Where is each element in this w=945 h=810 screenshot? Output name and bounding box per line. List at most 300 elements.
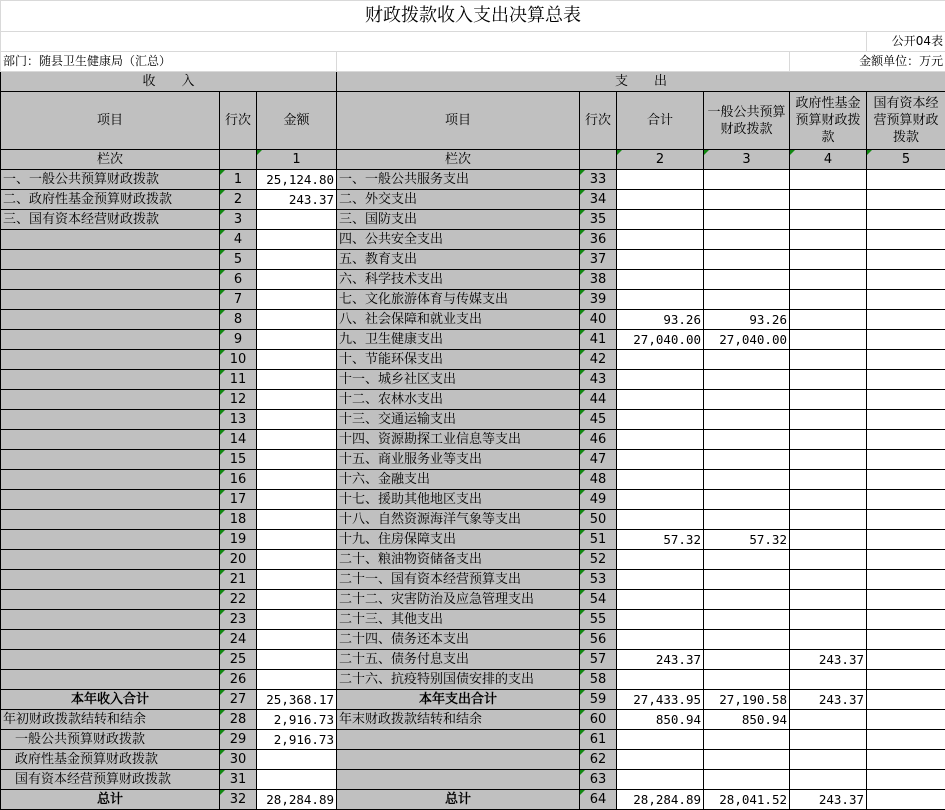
general-budget-cell[interactable] [704, 750, 790, 770]
expense-total-cell[interactable] [617, 770, 704, 790]
income-amount-cell[interactable] [257, 550, 337, 570]
table-row [1, 550, 945, 570]
general-budget-cell[interactable]: 57.32 [704, 530, 790, 550]
page-title: 财政拨款收入支出决算总表 [1, 1, 945, 32]
income-item-cell [1, 450, 220, 470]
expense-summary-item-cell [337, 750, 580, 770]
expense-row-no-cell: 34 [580, 190, 617, 210]
expense-total-cell[interactable] [617, 510, 704, 530]
expense-total-cell[interactable] [617, 410, 704, 430]
expense-row-no-cell: 39 [580, 290, 617, 310]
expense-row-no-cell: 62 [580, 750, 617, 770]
expense-row-no-cell: 45 [580, 410, 617, 430]
income-amount-cell[interactable] [257, 590, 337, 610]
state-capital-cell[interactable] [867, 470, 945, 490]
income-amount-cell[interactable]: 25,368.17 [257, 690, 337, 710]
income-amount-cell[interactable] [257, 370, 337, 390]
expense-row-no-cell: 35 [580, 210, 617, 230]
expense-total-cell[interactable]: 27,433.95 [617, 690, 704, 710]
general-budget-cell[interactable] [704, 610, 790, 630]
income-summary-item-cell: 年初财政拨款结转和结余 [1, 710, 220, 730]
expense-total-cell[interactable]: 28,284.89 [617, 790, 704, 810]
income-summary-item-cell: 本年收入合计 [1, 690, 220, 710]
general-budget-cell[interactable] [704, 390, 790, 410]
expense-row-no-cell: 59 [580, 690, 617, 710]
income-row-no-cell: 10 [220, 350, 257, 370]
fund-budget-cell[interactable] [790, 470, 867, 490]
income-row-no-cell: 8 [220, 310, 257, 330]
income-item-cell [1, 550, 220, 570]
general-budget-cell[interactable] [704, 230, 790, 250]
table-row [1, 390, 945, 410]
table-row [1, 250, 945, 270]
table-row [1, 330, 945, 350]
income-item-cell [1, 650, 220, 670]
income-item-cell [1, 270, 220, 290]
expense-total-cell[interactable]: 850.94 [617, 710, 704, 730]
income-row-no-cell: 18 [220, 510, 257, 530]
expense-item-cell: 二十三、其他支出 [337, 610, 580, 630]
fund-budget-cell[interactable] [790, 630, 867, 650]
income-row-no-cell: 2 [220, 190, 257, 210]
table-row [1, 610, 945, 630]
expense-total-cell[interactable] [617, 750, 704, 770]
fund-budget-cell[interactable]: 243.37 [790, 790, 867, 810]
general-budget-cell[interactable] [704, 250, 790, 270]
general-budget-cell[interactable] [704, 550, 790, 570]
income-amount-header: 金额 [257, 92, 337, 150]
general-budget-cell[interactable] [704, 570, 790, 590]
state-capital-cell[interactable] [867, 670, 945, 690]
general-budget-cell[interactable] [704, 770, 790, 790]
expense-total-cell[interactable]: 243.37 [617, 650, 704, 670]
fund-budget-cell[interactable] [790, 570, 867, 590]
income-row-no-cell: 3 [220, 210, 257, 230]
fund-budget-cell[interactable] [790, 390, 867, 410]
income-item-cell [1, 430, 220, 450]
income-item-header: 项目 [1, 92, 220, 150]
state-capital-cell[interactable] [867, 690, 945, 710]
income-amount-cell[interactable] [257, 330, 337, 350]
income-row-no-cell: 22 [220, 590, 257, 610]
income-amount-cell[interactable] [257, 650, 337, 670]
state-capital-cell[interactable] [867, 230, 945, 250]
general-budget-cell[interactable] [704, 430, 790, 450]
expense-row-no-cell: 54 [580, 590, 617, 610]
income-row-no-cell: 17 [220, 490, 257, 510]
state-capital-cell[interactable] [867, 190, 945, 210]
state-capital-cell[interactable] [867, 610, 945, 630]
expense-total-cell[interactable] [617, 730, 704, 750]
income-amount-cell[interactable] [257, 410, 337, 430]
state-capital-cell[interactable] [867, 630, 945, 650]
income-amount-cell[interactable]: 25,124.80 [257, 170, 337, 190]
expense-summary-item-cell: 年末财政拨款结转和结余 [337, 710, 580, 730]
income-amount-cell[interactable]: 28,284.89 [257, 790, 337, 810]
expense-row-no-cell: 47 [580, 450, 617, 470]
general-budget-cell[interactable] [704, 670, 790, 690]
income-item-cell: 三、国有资本经营财政拨款 [1, 210, 220, 230]
expense-row-no-cell: 50 [580, 510, 617, 530]
income-row-no-cell: 24 [220, 630, 257, 650]
table-row [1, 590, 945, 610]
general-budget-cell[interactable] [704, 490, 790, 510]
fund-budget-cell[interactable] [790, 190, 867, 210]
expense-row-no-header: 行次 [580, 92, 617, 150]
expense-item-cell: 十二、农林水支出 [337, 390, 580, 410]
fund-budget-cell[interactable] [790, 550, 867, 570]
expense-total-cell[interactable] [617, 270, 704, 290]
income-summary-item-cell: 总计 [1, 790, 220, 810]
expense-total-cell[interactable] [617, 290, 704, 310]
expense-total-cell[interactable]: 27,040.00 [617, 330, 704, 350]
expense-row-no-cell: 61 [580, 730, 617, 750]
department-label: 部门：随县卫生健康局（汇总） [1, 52, 337, 72]
general-budget-cell[interactable] [704, 650, 790, 670]
state-capital-cell[interactable] [867, 650, 945, 670]
fund-budget-cell[interactable] [790, 350, 867, 370]
fund-budget-cell[interactable] [790, 330, 867, 350]
state-capital-cell[interactable] [867, 310, 945, 330]
income-amount-cell[interactable] [257, 490, 337, 510]
income-row-no-cell: 19 [220, 530, 257, 550]
income-amount-cell[interactable]: 243.37 [257, 190, 337, 210]
expense-total-cell[interactable] [617, 610, 704, 630]
expense-row-no-cell: 56 [580, 630, 617, 650]
state-capital-cell[interactable] [867, 750, 945, 770]
expense-total-cell[interactable] [617, 490, 704, 510]
expense-item-cell: 二十五、债务付息支出 [337, 650, 580, 670]
general-budget-cell[interactable] [704, 210, 790, 230]
expense-summary-item-cell: 本年支出合计 [337, 690, 580, 710]
income-amount-cell[interactable] [257, 750, 337, 770]
income-item-cell [1, 630, 220, 650]
state-capital-cell[interactable] [867, 350, 945, 370]
column-number-3: 3 [704, 150, 790, 170]
expense-item-cell: 十八、自然资源海洋气象等支出 [337, 510, 580, 530]
income-amount-cell[interactable] [257, 310, 337, 330]
income-summary-item-cell: 国有资本经营预算财政拨款 [1, 770, 220, 790]
fund-budget-cell[interactable] [790, 450, 867, 470]
general-budget-cell[interactable] [704, 190, 790, 210]
table-row [1, 670, 945, 690]
state-capital-cell[interactable] [867, 730, 945, 750]
income-amount-cell[interactable] [257, 530, 337, 550]
expense-total-cell[interactable] [617, 470, 704, 490]
general-budget-cell[interactable] [704, 470, 790, 490]
fund-budget-cell[interactable] [790, 430, 867, 450]
state-capital-cell[interactable] [867, 410, 945, 430]
expense-item-cell: 二十一、国有资本经营预算支出 [337, 570, 580, 590]
general-budget-cell[interactable]: 27,190.58 [704, 690, 790, 710]
fund-budget-cell[interactable] [790, 510, 867, 530]
state-capital-cell[interactable] [867, 250, 945, 270]
table-row [1, 410, 945, 430]
expense-item-cell: 五、教育支出 [337, 250, 580, 270]
table-row [1, 470, 945, 490]
expense-section-header: 支 出 [337, 72, 945, 92]
unit-label: 金额单位：万元 [790, 52, 945, 72]
column-label-left: 栏次 [1, 150, 220, 170]
general-budget-cell[interactable] [704, 270, 790, 290]
expense-item-cell: 二十六、抗疫特别国债安排的支出 [337, 670, 580, 690]
general-budget-cell[interactable] [704, 590, 790, 610]
income-item-cell: 一、一般公共预算财政拨款 [1, 170, 220, 190]
state-capital-cell[interactable] [867, 790, 945, 810]
state-capital-cell[interactable] [867, 510, 945, 530]
table-row [1, 450, 945, 470]
general-budget-cell[interactable] [704, 170, 790, 190]
income-item-cell [1, 610, 220, 630]
income-item-cell [1, 310, 220, 330]
fund-budget-cell[interactable] [790, 610, 867, 630]
state-capital-cell[interactable] [867, 450, 945, 470]
general-budget-cell[interactable]: 28,041.52 [704, 790, 790, 810]
expense-total-cell[interactable] [617, 670, 704, 690]
summary-row [1, 710, 945, 730]
general-budget-cell[interactable] [704, 510, 790, 530]
fund-budget-cell[interactable] [790, 490, 867, 510]
income-item-cell [1, 590, 220, 610]
income-item-cell [1, 510, 220, 530]
income-summary-item-cell: 一般公共预算财政拨款 [1, 730, 220, 750]
fund-budget-cell[interactable] [790, 590, 867, 610]
expense-total-cell[interactable] [617, 430, 704, 450]
state-capital-cell[interactable] [867, 290, 945, 310]
expense-item-cell: 十六、金融支出 [337, 470, 580, 490]
expense-item-cell: 二十二、灾害防治及应急管理支出 [337, 590, 580, 610]
expense-item-cell: 十九、住房保障支出 [337, 530, 580, 550]
income-item-cell [1, 370, 220, 390]
expense-row-no-cell: 43 [580, 370, 617, 390]
state-capital-cell[interactable] [867, 590, 945, 610]
expense-item-cell: 十、节能环保支出 [337, 350, 580, 370]
expense-total-cell[interactable] [617, 550, 704, 570]
expense-total-cell[interactable]: 93.26 [617, 310, 704, 330]
table-row [1, 530, 945, 550]
summary-row [1, 730, 945, 750]
expense-total-cell[interactable] [617, 170, 704, 190]
fund-budget-cell[interactable] [790, 670, 867, 690]
expense-item-cell: 三、国防支出 [337, 210, 580, 230]
general-budget-cell[interactable]: 27,040.00 [704, 330, 790, 350]
state-capital-cell[interactable] [867, 330, 945, 350]
fund-budget-cell[interactable] [790, 210, 867, 230]
income-row-no-cell: 23 [220, 610, 257, 630]
expense-total-cell[interactable] [617, 390, 704, 410]
income-amount-cell[interactable] [257, 510, 337, 530]
income-row-no-cell: 32 [220, 790, 257, 810]
expense-row-no-cell: 37 [580, 250, 617, 270]
state-capital-cell[interactable] [867, 490, 945, 510]
expense-total-cell[interactable] [617, 570, 704, 590]
general-budget-cell[interactable] [704, 370, 790, 390]
income-amount-cell[interactable] [257, 390, 337, 410]
income-amount-cell[interactable] [257, 610, 337, 630]
income-amount-cell[interactable] [257, 250, 337, 270]
income-row-no-cell: 26 [220, 670, 257, 690]
income-row-no-cell: 5 [220, 250, 257, 270]
state-capital-cell[interactable] [867, 530, 945, 550]
general-budget-cell[interactable] [704, 450, 790, 470]
income-row-no-cell: 21 [220, 570, 257, 590]
general-budget-cell[interactable] [704, 730, 790, 750]
income-amount-cell[interactable]: 2,916.73 [257, 710, 337, 730]
expense-total-cell[interactable] [617, 250, 704, 270]
expense-row-no-cell: 40 [580, 310, 617, 330]
table-row [1, 170, 945, 190]
table-row [1, 490, 945, 510]
expense-item-cell: 四、公共安全支出 [337, 230, 580, 250]
table-row [1, 570, 945, 590]
summary-row [1, 750, 945, 770]
fund-budget-cell[interactable] [790, 710, 867, 730]
expense-item-cell: 六、科学技术支出 [337, 270, 580, 290]
income-row-no-cell: 1 [220, 170, 257, 190]
fund-budget-cell[interactable]: 243.37 [790, 650, 867, 670]
expense-item-cell: 八、社会保障和就业支出 [337, 310, 580, 330]
expense-item-cell: 九、卫生健康支出 [337, 330, 580, 350]
expense-total-cell[interactable]: 57.32 [617, 530, 704, 550]
income-amount-cell[interactable] [257, 570, 337, 590]
income-amount-cell[interactable] [257, 630, 337, 650]
expense-row-no-cell: 52 [580, 550, 617, 570]
summary-row [1, 770, 945, 790]
income-row-no-cell: 4 [220, 230, 257, 250]
table-row [1, 210, 945, 230]
fund-budget-cell[interactable] [790, 770, 867, 790]
income-item-cell [1, 250, 220, 270]
state-capital-cell[interactable] [867, 770, 945, 790]
income-item-cell [1, 490, 220, 510]
income-row-no-header: 行次 [220, 92, 257, 150]
expense-total-cell[interactable] [617, 370, 704, 390]
expense-item-cell: 十一、城乡社区支出 [337, 370, 580, 390]
expense-item-header: 项目 [337, 92, 580, 150]
income-item-cell [1, 570, 220, 590]
expense-total-cell[interactable] [617, 190, 704, 210]
expense-item-cell: 十五、商业服务业等支出 [337, 450, 580, 470]
fund-budget-cell[interactable] [790, 230, 867, 250]
expense-item-cell: 一、一般公共服务支出 [337, 170, 580, 190]
income-row-no-cell: 9 [220, 330, 257, 350]
fund-budget-cell[interactable] [790, 270, 867, 290]
expense-total-cell[interactable] [617, 210, 704, 230]
summary-row [1, 690, 945, 710]
table-row [1, 190, 945, 210]
summary-row [1, 790, 945, 810]
income-row-no-cell: 20 [220, 550, 257, 570]
fund-budget-cell[interactable] [790, 370, 867, 390]
general-budget-cell[interactable] [704, 290, 790, 310]
expense-item-cell: 二十四、债务还本支出 [337, 630, 580, 650]
fund-budget-cell[interactable] [790, 170, 867, 190]
fund-budget-cell[interactable] [790, 730, 867, 750]
fund-budget-cell[interactable] [790, 310, 867, 330]
income-amount-cell[interactable] [257, 230, 337, 250]
table-row [1, 230, 945, 250]
income-item-cell [1, 350, 220, 370]
income-amount-cell[interactable] [257, 450, 337, 470]
state-capital-cell[interactable] [867, 430, 945, 450]
income-row-no-cell: 28 [220, 710, 257, 730]
income-amount-cell[interactable] [257, 350, 337, 370]
state-capital-cell[interactable] [867, 170, 945, 190]
income-row-no-cell: 25 [220, 650, 257, 670]
fund-budget-cell[interactable] [790, 410, 867, 430]
income-amount-cell[interactable]: 2,916.73 [257, 730, 337, 750]
general-budget-header: 一般公共预算财政拨款 [704, 92, 790, 150]
income-amount-cell[interactable] [257, 430, 337, 450]
expense-row-no-cell: 41 [580, 330, 617, 350]
expense-total-cell[interactable] [617, 350, 704, 370]
state-capital-cell[interactable] [867, 270, 945, 290]
fund-budget-cell[interactable]: 243.37 [790, 690, 867, 710]
state-capital-cell[interactable] [867, 710, 945, 730]
state-capital-cell[interactable] [867, 210, 945, 230]
expense-total-cell[interactable] [617, 450, 704, 470]
general-budget-cell[interactable] [704, 630, 790, 650]
state-capital-cell[interactable] [867, 570, 945, 590]
income-summary-item-cell: 政府性基金预算财政拨款 [1, 750, 220, 770]
column-number-1: 1 [257, 150, 337, 170]
income-amount-cell[interactable] [257, 290, 337, 310]
general-budget-cell[interactable] [704, 410, 790, 430]
income-row-no-cell: 12 [220, 390, 257, 410]
expense-total-cell[interactable] [617, 590, 704, 610]
income-amount-cell[interactable] [257, 270, 337, 290]
income-amount-cell[interactable] [257, 670, 337, 690]
income-row-no-cell: 7 [220, 290, 257, 310]
expense-total-header: 合计 [617, 92, 704, 150]
expense-row-no-cell: 48 [580, 470, 617, 490]
general-budget-cell[interactable] [704, 350, 790, 370]
table-row [1, 510, 945, 530]
table-row [1, 270, 945, 290]
expense-summary-item-cell [337, 770, 580, 790]
fund-budget-cell[interactable] [790, 750, 867, 770]
income-amount-cell[interactable] [257, 470, 337, 490]
expense-row-no-cell: 42 [580, 350, 617, 370]
general-budget-cell[interactable]: 93.26 [704, 310, 790, 330]
income-item-cell [1, 290, 220, 310]
fund-budget-cell[interactable] [790, 530, 867, 550]
state-capital-cell[interactable] [867, 550, 945, 570]
income-item-cell: 二、政府性基金预算财政拨款 [1, 190, 220, 210]
expense-total-cell[interactable] [617, 630, 704, 650]
expense-total-cell[interactable] [617, 230, 704, 250]
income-amount-cell[interactable] [257, 210, 337, 230]
income-row-no-cell: 31 [220, 770, 257, 790]
table-row [1, 370, 945, 390]
expense-row-no-cell: 60 [580, 710, 617, 730]
general-budget-cell[interactable]: 850.94 [704, 710, 790, 730]
expense-summary-item-cell: 总计 [337, 790, 580, 810]
fund-budget-cell[interactable] [790, 290, 867, 310]
expense-row-no-cell: 46 [580, 430, 617, 450]
income-section-header: 收 入 [1, 72, 337, 92]
state-capital-cell[interactable] [867, 390, 945, 410]
expense-row-no-cell: 51 [580, 530, 617, 550]
table-row [1, 430, 945, 450]
state-capital-cell[interactable] [867, 370, 945, 390]
expense-row-no-cell: 64 [580, 790, 617, 810]
income-item-cell [1, 530, 220, 550]
income-row-no-cell: 27 [220, 690, 257, 710]
expense-row-no-cell: 44 [580, 390, 617, 410]
income-amount-cell[interactable] [257, 770, 337, 790]
fund-budget-cell[interactable] [790, 250, 867, 270]
